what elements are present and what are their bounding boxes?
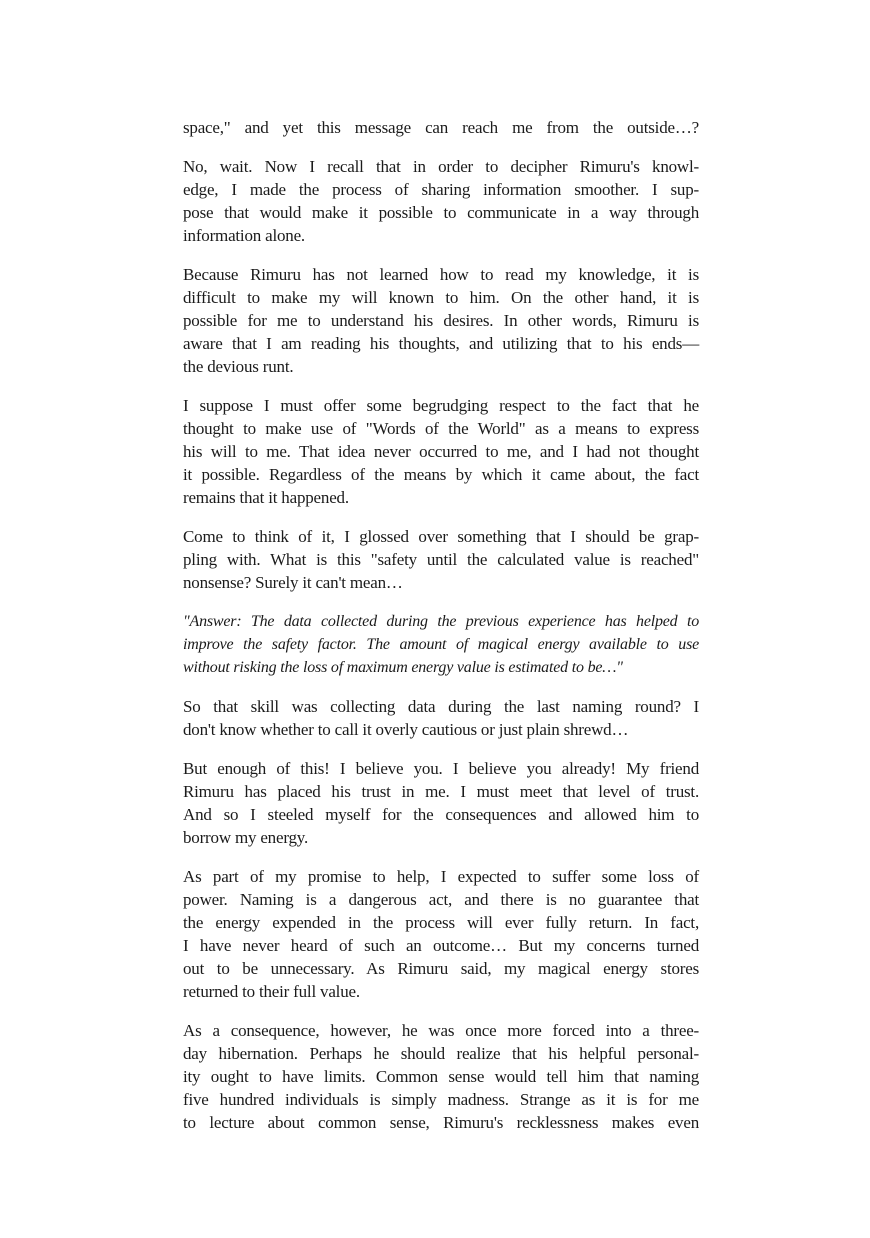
- text-line: the energy expended in the process will ever fully return. In fact,: [183, 913, 699, 932]
- text-line: But enough of this! I believe you. I believe you already! My friend: [183, 759, 699, 778]
- paragraph: [183, 695, 699, 741]
- text-line: As part of my promise to help, I expected to suffer some loss of: [183, 867, 699, 886]
- text-line: ity ought to have limits. Common sense would tell him that naming: [183, 1067, 699, 1086]
- paragraph: [183, 865, 699, 1003]
- text-line: difficult to make my will known to him. On the other hand, it is: [183, 288, 699, 307]
- text-line: And so I steeled myself for the consequences and allowed him to: [183, 805, 699, 824]
- text-line: borrow my energy.: [183, 828, 309, 847]
- text-line: Because Rimuru has not learned how to read my knowledge, it is: [183, 265, 699, 284]
- text-line: without risking the loss of maximum energy value is estimated to be…": [183, 659, 623, 676]
- text-line: nonsense? Surely it can't mean…: [183, 573, 403, 592]
- paragraph: [183, 155, 699, 247]
- text-line: No, wait. Now I recall that in order to decipher Rimuru's knowl-: [183, 157, 699, 176]
- text-line: pling with. What is this "safety until the calculated value is reached": [183, 550, 699, 569]
- text-line: I have never heard of such an outcome… But my concerns turned: [183, 936, 699, 955]
- text-line: the devious runt.: [183, 357, 294, 376]
- text-line: I suppose I must offer some begrudging respect to the fact that he: [183, 396, 699, 415]
- text-line: space," and yet this message can reach me from the outside…?: [183, 118, 699, 137]
- text-line: "Answer: The data collected during the previous experience has helped to: [183, 613, 699, 630]
- text-line: thought to make use of "Words of the World" as a means to express: [183, 419, 699, 438]
- paragraph: [183, 394, 699, 509]
- text-line: improve the safety factor. The amount of magical energy available to use: [183, 636, 699, 653]
- text-line: Come to think of it, I glossed over something that I should be grap-: [183, 527, 699, 546]
- paragraph: [183, 610, 699, 679]
- text-line: possible for me to understand his desires. In other words, Rimuru is: [183, 311, 699, 330]
- paragraph: [183, 116, 699, 139]
- text-line: power. Naming is a dangerous act, and there is no guarantee that: [183, 890, 699, 909]
- text-line: So that skill was collecting data during the last naming round? I: [183, 697, 699, 716]
- text-line: pose that would make it possible to communicate in a way through: [183, 203, 699, 222]
- text-line: five hundred individuals is simply madness. Strange as it is for me: [183, 1090, 699, 1109]
- text-block: [183, 116, 699, 1150]
- paragraph: [183, 1019, 699, 1134]
- text-line: information alone.: [183, 226, 305, 245]
- text-line: it possible. Regardless of the means by which it came about, the fact: [183, 465, 699, 484]
- text-line: to lecture about common sense, Rimuru's recklessness makes even: [183, 1113, 699, 1132]
- text-line: his will to me. That idea never occurred to me, and I had not thought: [183, 442, 699, 461]
- text-line: aware that I am reading his thoughts, and utilizing that to his ends—: [183, 334, 699, 353]
- paragraph: [183, 263, 699, 378]
- text-line: As a consequence, however, he was once more forced into a three-: [183, 1021, 699, 1040]
- text-line: Rimuru has placed his trust in me. I must meet that level of trust.: [183, 782, 699, 801]
- text-line: out to be unnecessary. As Rimuru said, my magical energy stores: [183, 959, 699, 978]
- paragraph: [183, 757, 699, 849]
- text-line: returned to their full value.: [183, 982, 360, 1001]
- text-line: edge, I made the process of sharing information smoother. I sup-: [183, 180, 699, 199]
- paragraph: [183, 525, 699, 594]
- text-line: remains that it happened.: [183, 488, 349, 507]
- text-line: day hibernation. Perhaps he should realize that his helpful personal-: [183, 1044, 699, 1063]
- text-line: don't know whether to call it overly cautious or just plain shrewd…: [183, 720, 629, 739]
